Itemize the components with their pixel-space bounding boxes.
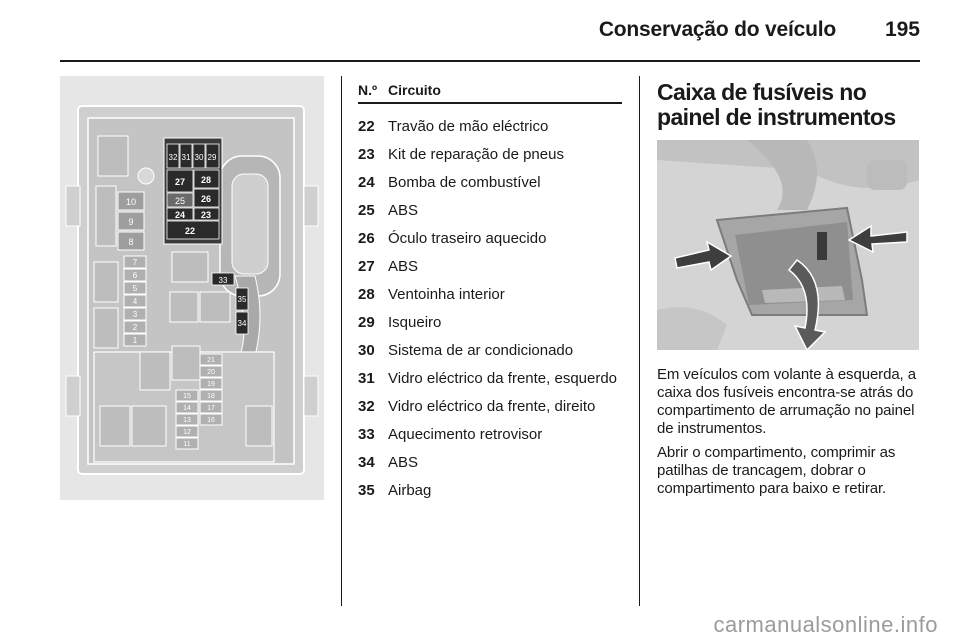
instrument-panel-section xyxy=(657,80,923,498)
fuse-number: 23 xyxy=(358,146,375,163)
fuse-label-27: 27 xyxy=(174,177,186,187)
table-row xyxy=(358,342,622,360)
fuse-circuit: Airbag xyxy=(388,482,432,499)
fuse-label-16: 16 xyxy=(207,417,215,424)
fuse-number: 35 xyxy=(358,482,375,499)
fuse-number: 33 xyxy=(358,426,375,443)
fuse-label-30: 30 xyxy=(194,153,204,162)
fuse-label-21: 21 xyxy=(207,357,215,364)
table-row xyxy=(358,314,622,332)
table-header-number: N.º xyxy=(358,82,378,98)
fuse-number: 26 xyxy=(358,230,375,247)
fuse-circuit: Ventoinha interior xyxy=(388,286,505,303)
table-header-circuit: Circuito xyxy=(388,82,441,98)
fuse-label-1: 1 xyxy=(132,336,138,345)
fuse-label-12: 12 xyxy=(183,429,191,436)
fuse-circuit: Kit de reparação de pneus xyxy=(388,146,564,163)
fuse-label-31: 31 xyxy=(181,153,191,162)
table-row xyxy=(358,426,622,444)
fuse-label-34: 34 xyxy=(237,319,247,328)
fuse-label-19: 19 xyxy=(207,381,215,388)
section-title: Caixa de fusíveis no painel de instrumentos xyxy=(657,79,896,130)
fuse-label-17: 17 xyxy=(207,405,215,412)
fuse-label-5: 5 xyxy=(132,284,138,293)
table-row xyxy=(358,258,622,276)
fuse-circuit: Óculo traseiro aquecido xyxy=(388,230,547,247)
table-header xyxy=(358,82,622,104)
fuse-label-15: 15 xyxy=(183,393,191,400)
fuse-label-29: 29 xyxy=(207,153,217,162)
fuse-label-8: 8 xyxy=(128,237,134,247)
fuse-label-20: 20 xyxy=(207,369,215,376)
fusebox-illustration xyxy=(60,76,324,500)
fuse-label-4: 4 xyxy=(132,297,138,306)
header-divider xyxy=(60,60,920,62)
column-divider-left xyxy=(341,76,342,606)
fuse-circuit: ABS xyxy=(388,454,419,471)
page-header-title: Conservação do veículo xyxy=(598,18,836,41)
paragraph-location: Em veículos com volante à esquerda, a caixa dos fusíveis encontra-se atrás do compartimento de arrumação no painel de instrumentos. xyxy=(657,366,916,437)
watermark: carmanualsonline.info xyxy=(713,612,938,637)
fuse-circuit: Vidro eléctrico da frente, esquerdo xyxy=(388,370,618,387)
table-row xyxy=(358,286,622,304)
fuse-label-7: 7 xyxy=(132,258,138,267)
fuse-label-13: 13 xyxy=(183,417,191,424)
fuse-number: 25 xyxy=(358,202,375,219)
table-row xyxy=(358,202,622,220)
table-row xyxy=(358,146,622,164)
fuse-label-6: 6 xyxy=(132,271,138,280)
table-row xyxy=(358,370,622,388)
column-divider-right xyxy=(639,76,640,606)
fuse-label-11: 11 xyxy=(183,441,191,448)
table-row xyxy=(358,230,622,248)
page-number: 195 xyxy=(884,18,920,41)
fuse-label-2: 2 xyxy=(132,323,138,332)
fuse-table xyxy=(358,82,622,500)
table-row xyxy=(358,482,622,500)
fuse-label-32: 32 xyxy=(168,153,178,162)
fuse-number: 24 xyxy=(358,174,375,191)
fuse-label-24: 24 xyxy=(174,210,186,220)
fuse-number: 32 xyxy=(358,398,375,415)
fuse-number: 27 xyxy=(358,258,375,275)
fuse-circuit: Vidro eléctrico da frente, direito xyxy=(388,398,596,415)
table-row xyxy=(358,454,622,472)
fuse-circuit: Sistema de ar condicionado xyxy=(388,342,574,359)
fuse-label-9: 9 xyxy=(128,217,134,227)
fuse-number: 28 xyxy=(358,286,375,303)
table-row xyxy=(358,398,622,416)
fuse-number: 31 xyxy=(358,370,375,387)
fuse-label-33: 33 xyxy=(218,276,228,285)
glovebox-photo xyxy=(657,140,919,350)
fuse-label-28: 28 xyxy=(200,175,212,185)
fuse-label-25: 25 xyxy=(174,196,186,206)
fuse-number: 30 xyxy=(358,342,375,359)
fuse-label-23: 23 xyxy=(200,210,212,220)
fuse-label-18: 18 xyxy=(207,393,215,400)
fuse-label-10: 10 xyxy=(125,197,137,207)
fuse-circuit: Travão de mão eléctrico xyxy=(388,118,549,135)
fuse-number: 29 xyxy=(358,314,375,331)
paragraph-instructions: Abrir o compartimento, comprimir as patilhas de trancagem, dobrar o compartimento para baixo e retirar. xyxy=(657,444,896,497)
fuse-circuit: Aquecimento retrovisor xyxy=(388,426,543,443)
fuse-label-26: 26 xyxy=(200,194,212,204)
fuse-circuit: Isqueiro xyxy=(388,314,442,331)
fuse-circuit: ABS xyxy=(388,258,419,275)
fuse-label-22: 22 xyxy=(184,226,196,236)
fuse-circuit: Bomba de combustível xyxy=(388,174,541,191)
fuse-number: 34 xyxy=(358,454,375,471)
fuse-label-35: 35 xyxy=(237,295,247,304)
table-row xyxy=(358,174,622,192)
fuse-circuit: ABS xyxy=(388,202,419,219)
fuse-number: 22 xyxy=(358,118,375,135)
fuse-label-3: 3 xyxy=(132,310,138,319)
table-row xyxy=(358,118,622,136)
fuse-label-14: 14 xyxy=(183,405,191,412)
